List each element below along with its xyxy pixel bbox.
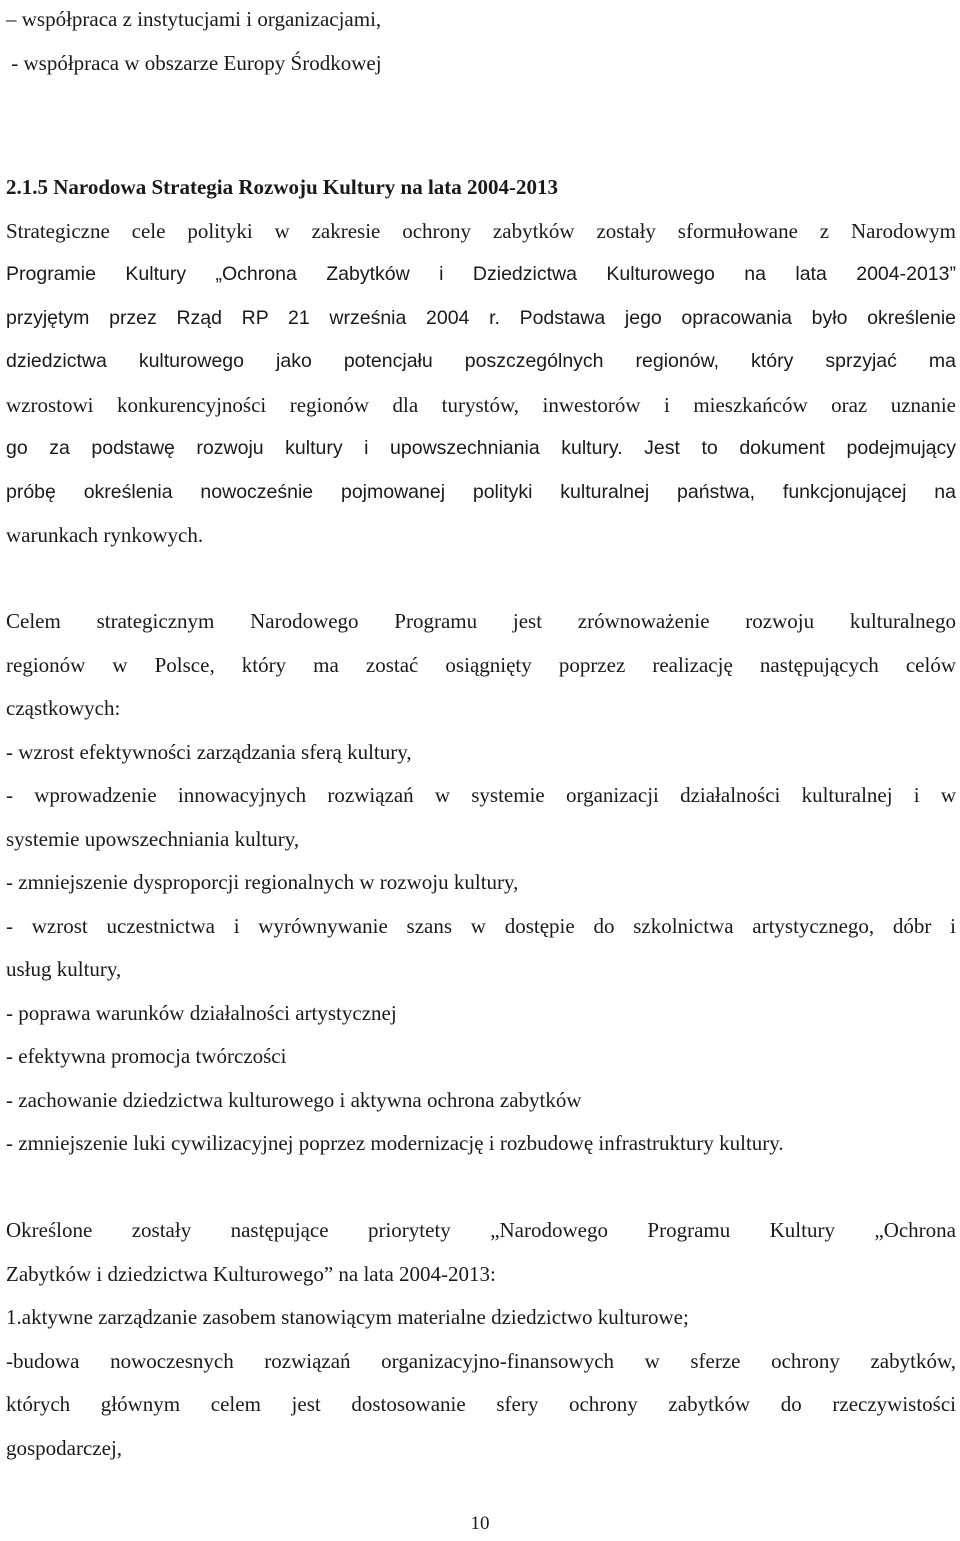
goal-item: - zmniejszenie dysproporcji regionalnych w rozwoju kultury, [6,870,519,894]
paragraph-line: regionów w Polsce, który ma zostać osiągnięty poprzez realizację następujących celów [6,652,956,677]
paragraph-line: warunkach rynkowych. [6,523,204,547]
paragraph-line: Określone zostały następujące priorytety „Narodowego Programu Kultury „Ochrona [6,1218,956,1242]
paragraph-line: Strategiczne cele polityki w zakresie ochrony zabytków zostały sformułowane z Narodowym [6,218,956,243]
goal-item [6,774,956,861]
goal-item: - poprawa warunków działalności artystycznej [6,1000,397,1025]
paragraph-line [6,297,956,341]
section-2-1-5 [6,166,956,558]
goal-item [6,905,956,992]
paragraph-strategic-objective [6,600,956,731]
paragraph-strategic-goals [6,210,956,558]
cooperation-list [6,0,956,85]
paragraph-line: Programie Kultury „Ochrona Zabytków i Dziedzictwa Kulturowego na lata 2004-2013” [6,263,956,285]
list-item: – współpraca z instytucjami i organizacjami, [6,7,382,31]
paragraph-line: dziedzictwa kulturowego jako potencjału poszczególnych regionów, który sprzyjać ma [6,350,956,372]
goal-item: - zmniejszenie luki cywilizacyjnej poprzez modernizację i rozbudowę infrastruktury kultury. [6,1131,784,1155]
goal-line: systemie upowszechniania kultury, [6,826,300,851]
paragraph-line: Zabytków i dziedzictwa Kulturowego” na lata 2004-2013: [6,1261,496,1286]
goal-line: - wzrost uczestnictwa i wyrównywanie szans w dostępie do szkolnictwa artystycznego, dóbr i [6,913,956,938]
goals-list [6,731,956,1166]
list-item: - współpraca w obszarze Europy Środkowej [6,50,382,75]
paragraph-line: -budowa nowoczesnych rozwiązań organizacyjno-finansowych w sferze ochrony zabytków, [6,1348,956,1373]
paragraph-line: Celem strategicznym Narodowego Programu jest zrównoważenie rozwoju kulturalnego [6,609,956,633]
goal-item: - zachowanie dziedzictwa kulturowego i aktywna ochrona zabytków [6,1087,582,1112]
paragraph-line: gospodarczej, [6,1435,123,1460]
paragraph-line: go za podstawę rozwoju kultury i upowszechniania kultury. Jest to dokument podejmujący [6,437,956,459]
strategic-objective-block [6,600,956,1166]
paragraph-line: wzrostowi konkurencyjności regionów dla turystów, inwestorów i mieszkańców oraz uznanie [6,392,956,417]
goal-item: - wzrost efektywności zarządzania sferą kultury, [6,739,412,764]
paragraph-line: próbę określenia nowocześnie pojmowanej polityki kulturalnej państwa, funkcjonującej na [6,480,956,503]
goal-line: - wprowadzenie innowacyjnych rozwiązań w systemie organizacji działalności kulturalnej i w [6,783,956,807]
paragraph-priorities [6,1209,956,1296]
paragraph-line: cząstkowych: [6,696,121,720]
page-number: 10 [470,1513,490,1534]
goal-line: usług kultury, [6,957,122,981]
goal-item: - efektywna promocja twórczości [6,1044,287,1068]
priority-subitem [6,1340,956,1471]
paragraph-line: których głównym celem jest dostosowanie sfery ochrony zabytków do rzeczywistości [6,1392,956,1416]
paragraph-line-text: przyjętym przez Rząd RP 21 września 2004 r. Podstawa jego opracowania było określenie [6,306,956,329]
priorities-block [6,1209,956,1470]
priority-item: 1.aktywne zarządzanie zasobem stanowiącym materialne dziedzictwo kulturowe; [6,1305,689,1329]
section-heading: 2.1.5 Narodowa Strategia Rozwoju Kultury na lata 2004-2013 [6,175,559,199]
